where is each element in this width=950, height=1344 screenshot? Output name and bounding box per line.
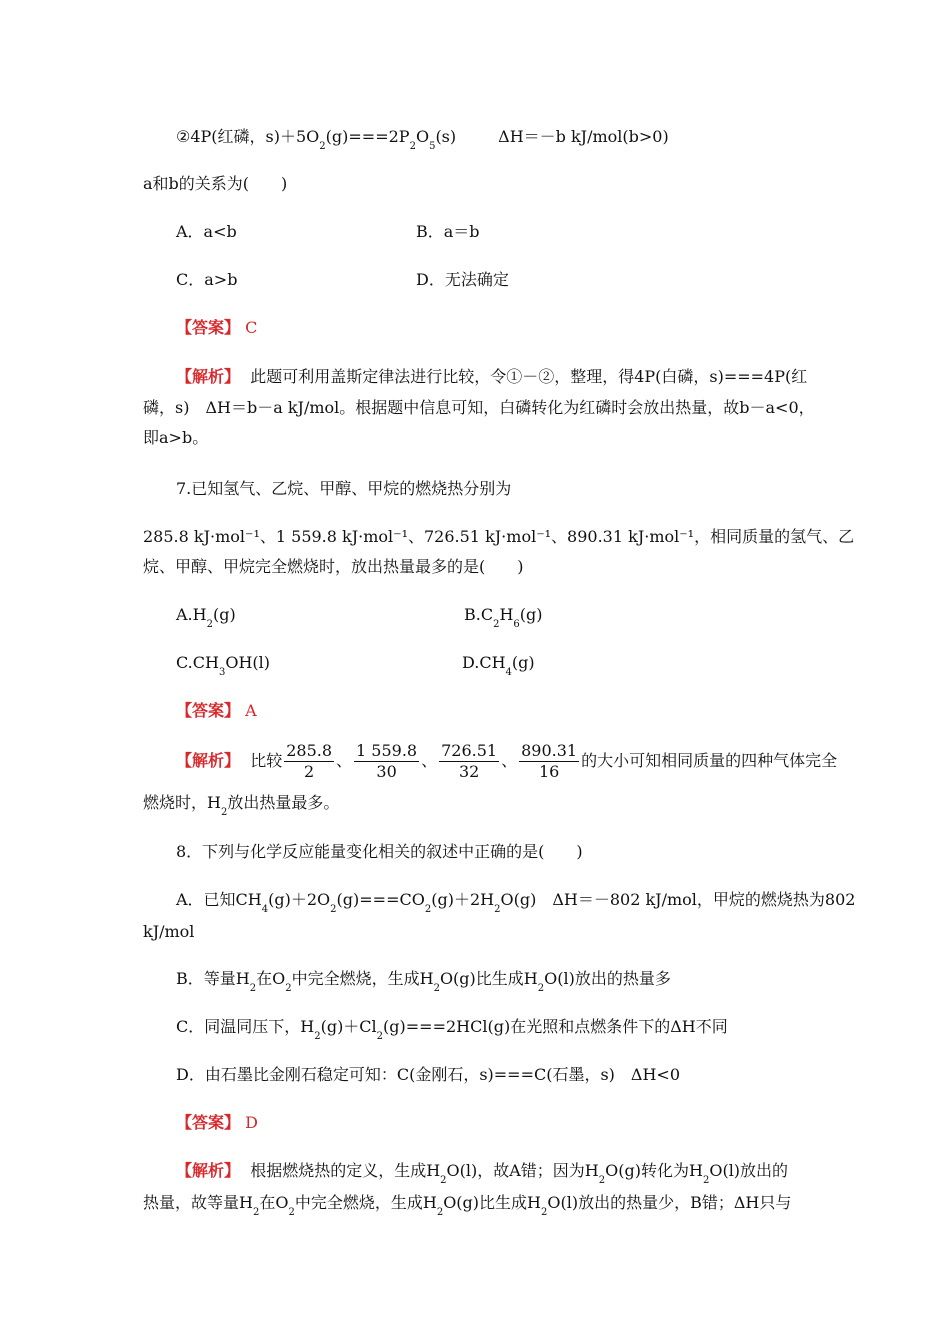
q7-option-c bbox=[176, 652, 270, 677]
q7-analysis-line-2 bbox=[143, 792, 339, 817]
q7-analysis-line-1 bbox=[176, 739, 837, 783]
subscript: 2 bbox=[702, 1175, 710, 1186]
text: O(l)放出的热量多 bbox=[544, 969, 671, 988]
text: (g)===CO bbox=[336, 890, 425, 909]
q6-analysis-line-1 bbox=[176, 366, 807, 388]
subscript: 2 bbox=[288, 1207, 295, 1218]
subscript: 2 bbox=[206, 619, 213, 630]
text: O(l)放出的 bbox=[709, 1161, 789, 1180]
q8-stem: 8．下列与化学反应能量变化相关的叙述中正确的是( ) bbox=[176, 842, 583, 861]
separator: 、 bbox=[501, 751, 518, 770]
text: ②4P(红磷，s)＋5O bbox=[176, 127, 320, 146]
text: C.CH bbox=[176, 653, 219, 672]
subscript: 2 bbox=[424, 904, 432, 915]
subscript: 5 bbox=[429, 141, 436, 152]
subscript: 2 bbox=[537, 983, 545, 994]
text: 在O bbox=[259, 1193, 289, 1212]
analysis-tag: 【解析】 bbox=[176, 367, 241, 386]
text: O(g) ΔH＝－802 kJ/mol，甲烷的燃烧热为802 bbox=[500, 890, 856, 909]
text: H bbox=[499, 605, 514, 624]
text: 中完全燃烧，生成H bbox=[294, 1193, 437, 1212]
answer-value: A bbox=[245, 701, 257, 720]
q6-analysis-line-3: 即a>b。 bbox=[143, 428, 209, 447]
text: (g)＋2O bbox=[268, 890, 331, 909]
fraction bbox=[284, 741, 334, 782]
text: O bbox=[415, 127, 430, 146]
subscript: 4 bbox=[261, 904, 269, 915]
subscript: 2 bbox=[436, 1207, 444, 1218]
q6-option-c: C．a>b bbox=[176, 270, 238, 289]
text: O(g)比生成H bbox=[443, 1193, 541, 1212]
text: 热量，故等量H bbox=[143, 1193, 253, 1212]
q8-analysis-line-2 bbox=[143, 1192, 791, 1217]
subscript: 2 bbox=[285, 983, 292, 994]
denominator: 30 bbox=[376, 762, 397, 781]
fraction bbox=[519, 741, 579, 782]
fraction bbox=[439, 741, 499, 782]
text: B.C bbox=[464, 605, 494, 624]
q7-stem-line-1: 7.已知氢气、乙烷、甲醇、甲烷的燃烧热分别为 bbox=[176, 479, 512, 498]
subscript: 3 bbox=[218, 667, 226, 678]
q6-analysis-line-2: 磷，s) ΔH＝b－a kJ/mol。根据题中信息可知，白磷转化为红磷时会放出热量，故b－a<0， bbox=[143, 398, 815, 417]
text: (s) bbox=[435, 127, 457, 146]
q8-option-a-line-2: kJ/mol bbox=[143, 922, 195, 941]
text: A．已知CH bbox=[176, 890, 262, 909]
text: 放出热量最多。 bbox=[227, 793, 340, 812]
text: O(g)比生成H bbox=[439, 969, 538, 988]
subscript: 6 bbox=[513, 619, 520, 630]
numerator: 890.31 bbox=[521, 741, 578, 760]
text: (g) bbox=[511, 653, 535, 672]
subscript: 4 bbox=[505, 667, 512, 678]
text: A.H bbox=[176, 605, 207, 624]
q8-option-a-line-1 bbox=[176, 889, 855, 914]
subscript: 2 bbox=[409, 141, 416, 152]
text: (g)===2HCl(g)在光照和点燃条件下的ΔH不同 bbox=[383, 1017, 728, 1036]
q6-option-b: B．a＝b bbox=[416, 222, 480, 241]
text: 根据燃烧热的定义，生成H bbox=[250, 1161, 441, 1180]
q8-option-d: D．由石墨比金刚石稳定可知：C(金刚石，s)===C(石墨，s) ΔH<0 bbox=[176, 1065, 681, 1084]
subscript: 2 bbox=[598, 1175, 606, 1186]
text: 的大小可知相同质量的四种气体完全 bbox=[581, 751, 838, 770]
text: C．同温同压下，H bbox=[176, 1017, 315, 1036]
analysis-tag: 【解析】 bbox=[176, 1161, 241, 1180]
subscript: 2 bbox=[493, 619, 500, 630]
answer-value: C bbox=[245, 318, 258, 337]
text: O(g)转化为H bbox=[605, 1161, 703, 1180]
q6-stem: a和b的关系为( ) bbox=[143, 174, 288, 193]
subscript: 2 bbox=[440, 1175, 447, 1186]
text: O(l)，故A错；因为H bbox=[446, 1161, 599, 1180]
subscript: 2 bbox=[376, 1031, 384, 1042]
numerator: 726.51 bbox=[441, 741, 498, 760]
q7-option-d bbox=[462, 652, 535, 677]
q7-answer bbox=[176, 700, 257, 722]
text: (g)===2P bbox=[325, 127, 410, 146]
answer-tag: 【答案】 bbox=[176, 701, 241, 720]
q6-equation-2 bbox=[176, 126, 669, 151]
q8-analysis-line-1 bbox=[176, 1160, 788, 1185]
text: 燃烧时，H bbox=[143, 793, 221, 812]
text: 此题可利用盖斯定律法进行比较，令①－②，整理，得4P(白磷，s)===4P(红 bbox=[250, 367, 808, 386]
subscript: 2 bbox=[541, 1207, 548, 1218]
text: (g) bbox=[519, 605, 543, 624]
text: OH(l) bbox=[225, 653, 270, 672]
text: 比较 bbox=[250, 751, 283, 770]
subscript: 2 bbox=[314, 1031, 321, 1042]
text: O(l)放出的热量少，B错；ΔH只与 bbox=[547, 1193, 792, 1212]
separator: 、 bbox=[336, 751, 353, 770]
subscript: 2 bbox=[433, 983, 440, 994]
q7-stem-line-2: 285.8 kJ·mol⁻¹、1 559.8 kJ·mol⁻¹、726.51 kJ·mol⁻¹、890.31 kJ·mol⁻¹，相同质量的氢气、乙 bbox=[143, 527, 855, 546]
subscript: 2 bbox=[330, 904, 337, 915]
q8-answer bbox=[176, 1112, 258, 1134]
answer-tag: 【答案】 bbox=[176, 1113, 241, 1132]
q7-stem-line-3: 烷、甲醇、甲烷完全燃烧时，放出热量最多的是( ) bbox=[143, 557, 524, 576]
text: B．等量H bbox=[176, 969, 250, 988]
fraction bbox=[354, 741, 419, 782]
q7-option-a bbox=[176, 604, 236, 629]
numerator: 1 559.8 bbox=[356, 741, 418, 760]
answer-tag: 【答案】 bbox=[176, 318, 241, 337]
denominator: 16 bbox=[538, 762, 560, 781]
q6-option-d: D．无法确定 bbox=[416, 270, 509, 289]
subscript: 2 bbox=[494, 904, 501, 915]
text: (g)＋Cl bbox=[320, 1017, 377, 1036]
q6-answer bbox=[176, 317, 257, 339]
text: D.CH bbox=[462, 653, 506, 672]
text: ΔH＝－b kJ/mol(b>0) bbox=[498, 127, 669, 146]
q6-option-a: A．a<b bbox=[176, 222, 237, 241]
answer-value: D bbox=[245, 1113, 258, 1132]
text: (g)＋2H bbox=[431, 890, 495, 909]
denominator: 32 bbox=[458, 762, 480, 781]
q7-option-b bbox=[464, 604, 543, 629]
subscript: 2 bbox=[319, 141, 326, 152]
subscript: 2 bbox=[252, 1207, 260, 1218]
subscript: 2 bbox=[220, 807, 228, 818]
subscript: 2 bbox=[249, 983, 257, 994]
text: 在O bbox=[256, 969, 286, 988]
text: (g) bbox=[212, 605, 236, 624]
q8-option-c bbox=[176, 1016, 728, 1041]
analysis-tag: 【解析】 bbox=[176, 751, 241, 770]
text: 中完全燃烧，生成H bbox=[291, 969, 434, 988]
numerator: 285.8 bbox=[286, 741, 333, 760]
separator: 、 bbox=[421, 751, 438, 770]
q8-option-b bbox=[176, 968, 671, 993]
denominator: 2 bbox=[304, 762, 315, 781]
